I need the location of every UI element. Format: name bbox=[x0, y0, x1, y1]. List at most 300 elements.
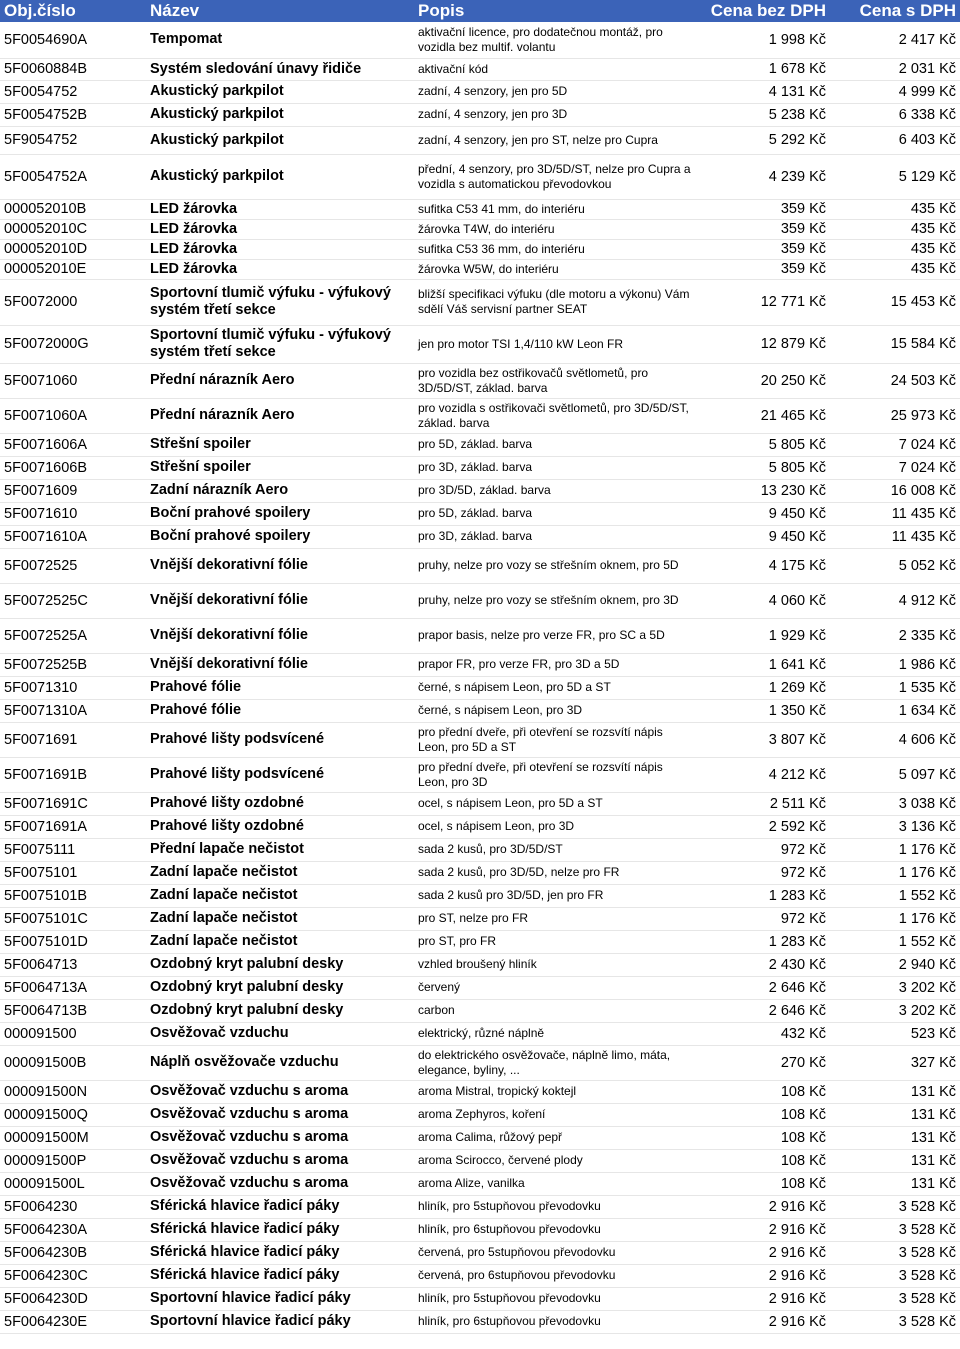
price-with-vat: 3 528 Kč bbox=[898, 1198, 956, 1215]
price-with-vat: 3 528 Kč bbox=[898, 1313, 956, 1330]
price-without-vat: 359 Kč bbox=[780, 261, 826, 277]
table-row bbox=[0, 279, 960, 325]
price-with-vat: 2 031 Kč bbox=[898, 61, 956, 77]
table-row bbox=[0, 239, 960, 259]
product-name: Náplň osvěžovače vzduchu bbox=[150, 1054, 339, 1070]
table-row bbox=[0, 1080, 960, 1103]
product-code: 5F0071606B bbox=[4, 459, 88, 476]
price-without-vat: 108 Kč bbox=[780, 1106, 826, 1123]
price-with-vat: 5 129 Kč bbox=[898, 168, 956, 185]
price-without-vat: 21 465 Kč bbox=[760, 407, 826, 424]
price-with-vat: 16 008 Kč bbox=[890, 482, 956, 499]
price-with-vat: 3 136 Kč bbox=[898, 818, 956, 835]
price-without-vat: 3 807 Kč bbox=[768, 731, 826, 748]
product-name: Sportovní hlavice řadicí páky bbox=[150, 1290, 351, 1306]
price-without-vat: 972 Kč bbox=[780, 841, 826, 858]
product-name: Ozdobný kryt palubní desky bbox=[150, 1002, 344, 1018]
price-with-vat: 11 435 Kč bbox=[891, 528, 956, 545]
product-name: Střešní spoiler bbox=[150, 436, 251, 452]
product-description: hliník, pro 6stupňovou převodovku bbox=[418, 1222, 601, 1236]
table-row bbox=[0, 930, 960, 953]
price-without-vat: 270 Kč bbox=[780, 1054, 826, 1071]
product-description: aktivační kód bbox=[418, 61, 489, 76]
price-without-vat: 5 805 Kč bbox=[768, 436, 826, 453]
price-without-vat: 2 646 Kč bbox=[768, 979, 826, 996]
product-description: žárovka T4W, do interiéru bbox=[418, 221, 555, 236]
product-code: 5F0072000 bbox=[4, 294, 78, 310]
product-description: aroma Alize, vanilka bbox=[418, 1176, 525, 1190]
table-row bbox=[0, 325, 960, 363]
product-code: 5F0054752B bbox=[4, 106, 88, 123]
price-with-vat: 4 999 Kč bbox=[898, 83, 956, 100]
table-row bbox=[0, 792, 960, 815]
price-without-vat: 1 998 Kč bbox=[768, 31, 826, 48]
price-with-vat: 3 528 Kč bbox=[898, 1290, 956, 1307]
table-row bbox=[0, 699, 960, 722]
table-row bbox=[0, 583, 960, 618]
table-row bbox=[0, 1310, 960, 1333]
table-row bbox=[0, 884, 960, 907]
product-description: aroma Mistral, tropický koktejl bbox=[418, 1084, 577, 1098]
product-code: 5F0075101D bbox=[4, 933, 88, 950]
product-name: Střešní spoiler bbox=[150, 459, 251, 475]
table-row bbox=[0, 548, 960, 583]
table-row bbox=[0, 126, 960, 154]
header-row bbox=[0, 0, 960, 22]
price-with-vat: 327 Kč bbox=[910, 1054, 956, 1071]
table-header bbox=[0, 0, 960, 22]
product-name: Osvěžovač vzduchu bbox=[150, 1025, 289, 1041]
table-row bbox=[0, 838, 960, 861]
product-name: Zadní lapače nečistot bbox=[150, 933, 298, 949]
table-row bbox=[0, 907, 960, 930]
product-description: prapor FR, pro verze FR, pro 3D a 5D bbox=[418, 657, 620, 671]
price-without-vat: 2 592 Kč bbox=[768, 818, 826, 835]
price-with-vat: 24 503 Kč bbox=[890, 372, 956, 389]
product-name: Sférická hlavice řadicí páky bbox=[150, 1267, 340, 1283]
product-name: Ozdobný kryt palubní desky bbox=[150, 979, 344, 995]
price-with-vat: 3 202 Kč bbox=[898, 979, 956, 996]
product-name: Prahové lišty ozdobné bbox=[150, 795, 304, 811]
product-name: Osvěžovač vzduchu s aroma bbox=[150, 1106, 349, 1122]
product-code: 5F0075101B bbox=[4, 887, 88, 904]
price-without-vat: 12 771 Kč bbox=[760, 294, 826, 310]
product-code: 5F0075101 bbox=[4, 864, 78, 881]
product-name: Sportovní tlumič výfuku - výfukový systém třetí sekce bbox=[150, 285, 391, 318]
product-name: Prahové fólie bbox=[150, 702, 242, 718]
price-with-vat: 131 Kč bbox=[910, 1175, 956, 1192]
price-with-vat: 15 584 Kč bbox=[890, 336, 956, 352]
product-code: 5F0071310 bbox=[4, 679, 78, 696]
product-code: 5F0072000G bbox=[4, 336, 89, 352]
price-without-vat: 2 916 Kč bbox=[768, 1198, 826, 1215]
price-without-vat: 4 131 Kč bbox=[768, 83, 826, 100]
table-row bbox=[0, 1149, 960, 1172]
header-code: Obj.číslo bbox=[4, 1, 76, 20]
price-without-vat: 4 175 Kč bbox=[768, 557, 826, 574]
table-row bbox=[0, 219, 960, 239]
product-code: 5F0071691C bbox=[4, 795, 88, 812]
product-code: 5F0064230 bbox=[4, 1198, 78, 1215]
product-description: červená, pro 5stupňovou převodovku bbox=[418, 1245, 616, 1259]
table-row bbox=[0, 815, 960, 838]
product-description: ocel, s nápisem Leon, pro 5D a ST bbox=[418, 796, 603, 810]
product-name: Akustický parkpilot bbox=[150, 106, 284, 122]
price-with-vat: 4 606 Kč bbox=[898, 731, 956, 748]
product-description: aktivační licence, pro dodatečnou montáž, pro vozidla bez multif. volantu bbox=[418, 24, 663, 54]
price-with-vat: 1 176 Kč bbox=[898, 864, 956, 881]
table-row bbox=[0, 154, 960, 199]
price-with-vat: 2 940 Kč bbox=[898, 956, 956, 973]
table-row bbox=[0, 953, 960, 976]
table-row bbox=[0, 479, 960, 502]
header-price-net: Cena bez DPH bbox=[710, 1, 826, 20]
price-with-vat: 435 Kč bbox=[910, 261, 956, 277]
price-with-vat: 25 973 Kč bbox=[890, 407, 956, 424]
price-without-vat: 432 Kč bbox=[780, 1025, 826, 1042]
price-without-vat: 972 Kč bbox=[780, 864, 826, 881]
product-description: pro 3D, základ. barva bbox=[418, 460, 533, 474]
table-row bbox=[0, 1218, 960, 1241]
product-name: Vnější dekorativní fólie bbox=[150, 627, 308, 643]
product-description: sufitka C53 41 mm, do interiéru bbox=[418, 201, 585, 216]
product-name: Sportovní hlavice řadicí páky bbox=[150, 1313, 351, 1329]
product-description: pruhy, nelze pro vozy se střešním oknem, pro 3D bbox=[418, 593, 679, 607]
product-code: 5F0071060 bbox=[4, 372, 78, 389]
product-name: Zadní lapače nečistot bbox=[150, 887, 298, 903]
table-row bbox=[0, 976, 960, 999]
price-without-vat: 5 238 Kč bbox=[768, 106, 826, 123]
table-row bbox=[0, 525, 960, 548]
product-description: do elektrického osvěžovače, náplně limo, máta, elegance, byliny, ... bbox=[418, 1047, 671, 1077]
table-row bbox=[0, 398, 960, 433]
product-code: 5F0064230A bbox=[4, 1221, 88, 1238]
price-with-vat: 131 Kč bbox=[910, 1106, 956, 1123]
price-with-vat: 435 Kč bbox=[910, 201, 956, 217]
product-code: 5F0054752 bbox=[4, 83, 78, 100]
price-with-vat: 3 528 Kč bbox=[898, 1221, 956, 1238]
product-description: zadní, 4 senzory, jen pro 3D bbox=[418, 107, 568, 121]
price-with-vat: 131 Kč bbox=[910, 1083, 956, 1100]
price-without-vat: 2 916 Kč bbox=[768, 1313, 826, 1330]
table-row bbox=[0, 456, 960, 479]
table-row bbox=[0, 1103, 960, 1126]
table-row bbox=[0, 1195, 960, 1218]
product-code: 000091500Q bbox=[4, 1106, 88, 1123]
product-name: LED žárovka bbox=[150, 220, 238, 237]
product-name: Prahové lišty podsvícené bbox=[150, 766, 325, 782]
product-name: Sférická hlavice řadicí páky bbox=[150, 1244, 340, 1260]
product-code: 5F0071610 bbox=[4, 505, 78, 522]
table-row bbox=[0, 363, 960, 398]
price-without-vat: 1 283 Kč bbox=[768, 933, 826, 950]
product-code: 5F0075101C bbox=[4, 910, 88, 927]
product-code: 5F0071691A bbox=[4, 818, 88, 835]
price-without-vat: 2 916 Kč bbox=[768, 1244, 826, 1261]
price-with-vat: 3 528 Kč bbox=[898, 1267, 956, 1284]
product-code: 5F0072525B bbox=[4, 656, 88, 673]
table-row bbox=[0, 103, 960, 126]
product-name: Osvěžovač vzduchu s aroma bbox=[150, 1129, 349, 1145]
product-code: 5F0064230D bbox=[4, 1290, 88, 1307]
product-name: LED žárovka bbox=[150, 200, 238, 217]
product-code: 5F0071691 bbox=[4, 731, 78, 748]
product-code: 5F9054752 bbox=[4, 132, 78, 148]
product-name: Osvěžovač vzduchu s aroma bbox=[150, 1083, 349, 1099]
price-without-vat: 4 239 Kč bbox=[768, 168, 826, 185]
product-code: 000052010E bbox=[4, 261, 87, 277]
product-code: 5F0071060A bbox=[4, 407, 88, 424]
product-name: Přední nárazník Aero bbox=[150, 407, 295, 423]
price-with-vat: 1 986 Kč bbox=[898, 656, 956, 673]
price-with-vat: 1 552 Kč bbox=[898, 887, 956, 904]
product-code: 5F0064230B bbox=[4, 1244, 88, 1261]
product-name: Sférická hlavice řadicí páky bbox=[150, 1198, 340, 1214]
product-description: hliník, pro 5stupňovou převodovku bbox=[418, 1199, 601, 1213]
price-without-vat: 20 250 Kč bbox=[760, 372, 826, 389]
product-name: Tempomat bbox=[150, 31, 223, 48]
table-row bbox=[0, 618, 960, 653]
price-without-vat: 2 916 Kč bbox=[768, 1290, 826, 1307]
product-description: sada 2 kusů, pro 3D/5D/ST bbox=[418, 842, 563, 856]
price-with-vat: 1 176 Kč bbox=[898, 910, 956, 927]
price-with-vat: 4 912 Kč bbox=[898, 592, 956, 609]
price-without-vat: 12 879 Kč bbox=[760, 336, 826, 352]
price-with-vat: 2 335 Kč bbox=[898, 627, 956, 644]
product-description: pro přední dveře, při otevření se rozsvítí nápis Leon, pro 3D bbox=[418, 759, 663, 789]
price-without-vat: 359 Kč bbox=[780, 241, 826, 257]
price-without-vat: 1 678 Kč bbox=[768, 61, 826, 77]
price-with-vat: 131 Kč bbox=[910, 1152, 956, 1169]
product-description: pro vozidla s ostřikovači světlometů, pro 3D/5D/ST, základ. barva bbox=[418, 400, 689, 430]
product-code: 5F0064713A bbox=[4, 979, 88, 996]
table-row bbox=[0, 58, 960, 80]
product-code: 000091500 bbox=[4, 1025, 77, 1042]
product-description: carbon bbox=[418, 1003, 455, 1017]
table-body bbox=[0, 22, 960, 1333]
price-with-vat: 523 Kč bbox=[910, 1025, 956, 1042]
product-code: 5F0072525A bbox=[4, 627, 88, 644]
product-code: 5F0072525C bbox=[4, 592, 88, 609]
price-with-vat: 3 038 Kč bbox=[898, 795, 956, 812]
header-name: Název bbox=[150, 1, 200, 20]
product-code: 5F0071606A bbox=[4, 436, 88, 453]
header-price-gross: Cena s DPH bbox=[859, 1, 956, 20]
product-description: hliník, pro 6stupňovou převodovku bbox=[418, 1314, 601, 1328]
price-without-vat: 4 212 Kč bbox=[768, 766, 826, 783]
product-code: 5F0071310A bbox=[4, 702, 88, 719]
product-code: 000091500N bbox=[4, 1083, 88, 1100]
price-without-vat: 13 230 Kč bbox=[760, 482, 826, 499]
product-description: pruhy, nelze pro vozy se střešním oknem, pro 5D bbox=[418, 558, 679, 572]
table-row bbox=[0, 80, 960, 103]
product-description: prapor basis, nelze pro verze FR, pro SC a 5D bbox=[418, 628, 665, 642]
price-with-vat: 435 Kč bbox=[910, 241, 956, 257]
product-description: aroma Scirocco, červené plody bbox=[418, 1153, 583, 1167]
price-with-vat: 7 024 Kč bbox=[898, 459, 956, 476]
product-code: 5F0071691B bbox=[4, 766, 88, 783]
product-name: Zadní lapače nečistot bbox=[150, 864, 298, 880]
product-code: 5F0064713 bbox=[4, 956, 78, 973]
product-description: černé, s nápisem Leon, pro 3D bbox=[418, 703, 583, 717]
product-code: 000052010D bbox=[4, 241, 88, 257]
table-row bbox=[0, 1045, 960, 1080]
product-description: zadní, 4 senzory, jen pro 5D bbox=[418, 84, 568, 98]
price-with-vat: 5 052 Kč bbox=[898, 557, 956, 574]
price-with-vat: 1 634 Kč bbox=[898, 702, 956, 719]
product-name: Akustický parkpilot bbox=[150, 83, 284, 99]
product-description: pro 5D, základ. barva bbox=[418, 437, 533, 451]
price-without-vat: 1 350 Kč bbox=[768, 702, 826, 719]
price-with-vat: 1 176 Kč bbox=[898, 841, 956, 858]
table-row bbox=[0, 676, 960, 699]
table-row bbox=[0, 1172, 960, 1195]
product-name: Sportovní tlumič výfuku - výfukový systém třetí sekce bbox=[150, 327, 391, 360]
product-code: 5F0071610A bbox=[4, 528, 88, 545]
product-code: 5F0072525 bbox=[4, 557, 78, 574]
price-with-vat: 1 552 Kč bbox=[898, 933, 956, 950]
table-row bbox=[0, 861, 960, 884]
product-description: sada 2 kusů pro 3D/5D, jen pro FR bbox=[418, 888, 604, 902]
price-without-vat: 108 Kč bbox=[780, 1175, 826, 1192]
table-row bbox=[0, 1241, 960, 1264]
product-code: 000091500M bbox=[4, 1129, 89, 1146]
product-name: Systém sledování únavy řidiče bbox=[150, 60, 362, 77]
price-without-vat: 2 916 Kč bbox=[768, 1267, 826, 1284]
price-with-vat: 3 202 Kč bbox=[898, 1002, 956, 1019]
product-description: pro přední dveře, při otevření se rozsvítí nápis Leon, pro 5D a ST bbox=[418, 724, 663, 754]
product-description: aroma Zephyros, koření bbox=[418, 1107, 546, 1121]
product-code: 5F0064230E bbox=[4, 1313, 88, 1330]
table-row bbox=[0, 502, 960, 525]
product-description: pro 3D/5D, základ. barva bbox=[418, 483, 551, 497]
product-code: 5F0064713B bbox=[4, 1002, 88, 1019]
price-without-vat: 359 Kč bbox=[780, 221, 826, 237]
price-with-vat: 1 535 Kč bbox=[898, 679, 956, 696]
product-name: Akustický parkpilot bbox=[150, 168, 284, 184]
product-code: 5F0064230C bbox=[4, 1267, 88, 1284]
product-description: aroma Calima, růžový pepř bbox=[418, 1130, 563, 1144]
price-with-vat: 6 338 Kč bbox=[898, 106, 956, 123]
product-description: elektrický, různé náplně bbox=[418, 1026, 545, 1040]
price-without-vat: 1 641 Kč bbox=[768, 656, 826, 673]
product-description: pro ST, pro FR bbox=[418, 934, 497, 948]
price-with-vat: 7 024 Kč bbox=[898, 436, 956, 453]
product-name: Přední lapače nečistot bbox=[150, 841, 304, 857]
price-without-vat: 9 450 Kč bbox=[768, 505, 826, 522]
product-description: pro vozidla bez ostřikovačů světlometů, pro 3D/5D/ST, základ. barva bbox=[418, 365, 649, 395]
price-with-vat: 435 Kč bbox=[910, 221, 956, 237]
price-without-vat: 108 Kč bbox=[780, 1129, 826, 1146]
product-name: Vnější dekorativní fólie bbox=[150, 656, 308, 672]
product-description: hliník, pro 5stupňovou převodovku bbox=[418, 1291, 601, 1305]
table-row bbox=[0, 259, 960, 279]
product-description: vzhled broušený hliník bbox=[418, 957, 537, 971]
product-name: Akustický parkpilot bbox=[150, 131, 284, 148]
price-with-vat: 3 528 Kč bbox=[898, 1244, 956, 1261]
product-code: 5F0054752A bbox=[4, 168, 88, 185]
product-description: sufitka C53 36 mm, do interiéru bbox=[418, 241, 585, 256]
price-without-vat: 2 916 Kč bbox=[768, 1221, 826, 1238]
product-name: Přední nárazník Aero bbox=[150, 372, 295, 388]
product-description: pro 5D, základ. barva bbox=[418, 506, 533, 520]
header-desc: Popis bbox=[418, 1, 465, 20]
product-name: Vnější dekorativní fólie bbox=[150, 557, 308, 573]
product-description: přední, 4 senzory, pro 3D/5D/ST, nelze pro Cupra a vozidla s automatickou převodovkou bbox=[418, 161, 691, 191]
product-description: červený bbox=[418, 980, 461, 994]
table-row bbox=[0, 22, 960, 58]
product-code: 5F0060884B bbox=[4, 61, 88, 77]
price-without-vat: 5 805 Kč bbox=[768, 459, 826, 476]
product-name: Osvěžovač vzduchu s aroma bbox=[150, 1152, 349, 1168]
price-without-vat: 2 430 Kč bbox=[768, 956, 826, 973]
product-name: Osvěžovač vzduchu s aroma bbox=[150, 1175, 349, 1191]
product-code: 5F0075111 bbox=[4, 841, 76, 858]
price-with-vat: 5 097 Kč bbox=[898, 766, 956, 783]
table-row bbox=[0, 1287, 960, 1310]
product-code: 000091500P bbox=[4, 1152, 87, 1169]
product-description: černé, s nápisem Leon, pro 5D a ST bbox=[418, 680, 611, 694]
table-row bbox=[0, 199, 960, 219]
table-row bbox=[0, 1022, 960, 1045]
product-name: Boční prahové spoilery bbox=[150, 528, 311, 544]
price-without-vat: 1 929 Kč bbox=[768, 627, 826, 644]
product-description: pro 3D, základ. barva bbox=[418, 529, 533, 543]
product-code: 000052010B bbox=[4, 201, 87, 217]
product-name: LED žárovka bbox=[150, 260, 238, 277]
price-without-vat: 5 292 Kč bbox=[768, 132, 826, 148]
price-without-vat: 9 450 Kč bbox=[768, 528, 826, 545]
product-description: žárovka W5W, do interiéru bbox=[418, 261, 559, 276]
price-without-vat: 108 Kč bbox=[780, 1152, 826, 1169]
table-row bbox=[0, 433, 960, 456]
product-name: Prahové lišty ozdobné bbox=[150, 818, 304, 834]
price-without-vat: 2 511 Kč bbox=[769, 795, 826, 812]
product-name: Zadní nárazník Aero bbox=[150, 482, 289, 498]
product-name: Ozdobný kryt palubní desky bbox=[150, 956, 344, 972]
product-name: Vnější dekorativní fólie bbox=[150, 592, 308, 608]
product-description: červená, pro 6stupňovou převodovku bbox=[418, 1268, 616, 1282]
table-row bbox=[0, 757, 960, 792]
product-description: bližší specifikaci výfuku (dle motoru a výkonu) Vám sdělí Váš servisní partner SEAT bbox=[418, 287, 690, 316]
table-row bbox=[0, 999, 960, 1022]
price-without-vat: 359 Kč bbox=[780, 201, 826, 217]
product-code: 5F0071609 bbox=[4, 482, 78, 499]
price-without-vat: 4 060 Kč bbox=[768, 592, 826, 609]
price-without-vat: 108 Kč bbox=[780, 1083, 826, 1100]
product-description: sada 2 kusů, pro 3D/5D, nelze pro FR bbox=[418, 865, 620, 879]
product-name: Zadní lapače nečistot bbox=[150, 910, 298, 926]
product-description: pro ST, nelze pro FR bbox=[418, 911, 529, 925]
price-without-vat: 1 283 Kč bbox=[768, 887, 826, 904]
table-row bbox=[0, 1126, 960, 1149]
product-description: ocel, s nápisem Leon, pro 3D bbox=[418, 819, 575, 833]
product-description: zadní, 4 senzory, jen pro ST, nelze pro Cupra bbox=[418, 132, 658, 147]
price-with-vat: 6 403 Kč bbox=[898, 132, 956, 148]
price-without-vat: 2 646 Kč bbox=[768, 1002, 826, 1019]
product-description: jen pro motor TSI 1,4/110 kW Leon FR bbox=[418, 336, 623, 351]
product-code: 000091500B bbox=[4, 1054, 87, 1071]
price-without-vat: 972 Kč bbox=[780, 910, 826, 927]
product-name: Prahové fólie bbox=[150, 679, 242, 695]
product-name: Sférická hlavice řadicí páky bbox=[150, 1221, 340, 1237]
table-row bbox=[0, 653, 960, 676]
price-with-vat: 11 435 Kč bbox=[891, 505, 956, 522]
product-code: 000052010C bbox=[4, 221, 88, 237]
product-name: Prahové lišty podsvícené bbox=[150, 731, 325, 747]
price-without-vat: 1 269 Kč bbox=[768, 679, 826, 696]
product-code: 5F0054690A bbox=[4, 31, 88, 48]
